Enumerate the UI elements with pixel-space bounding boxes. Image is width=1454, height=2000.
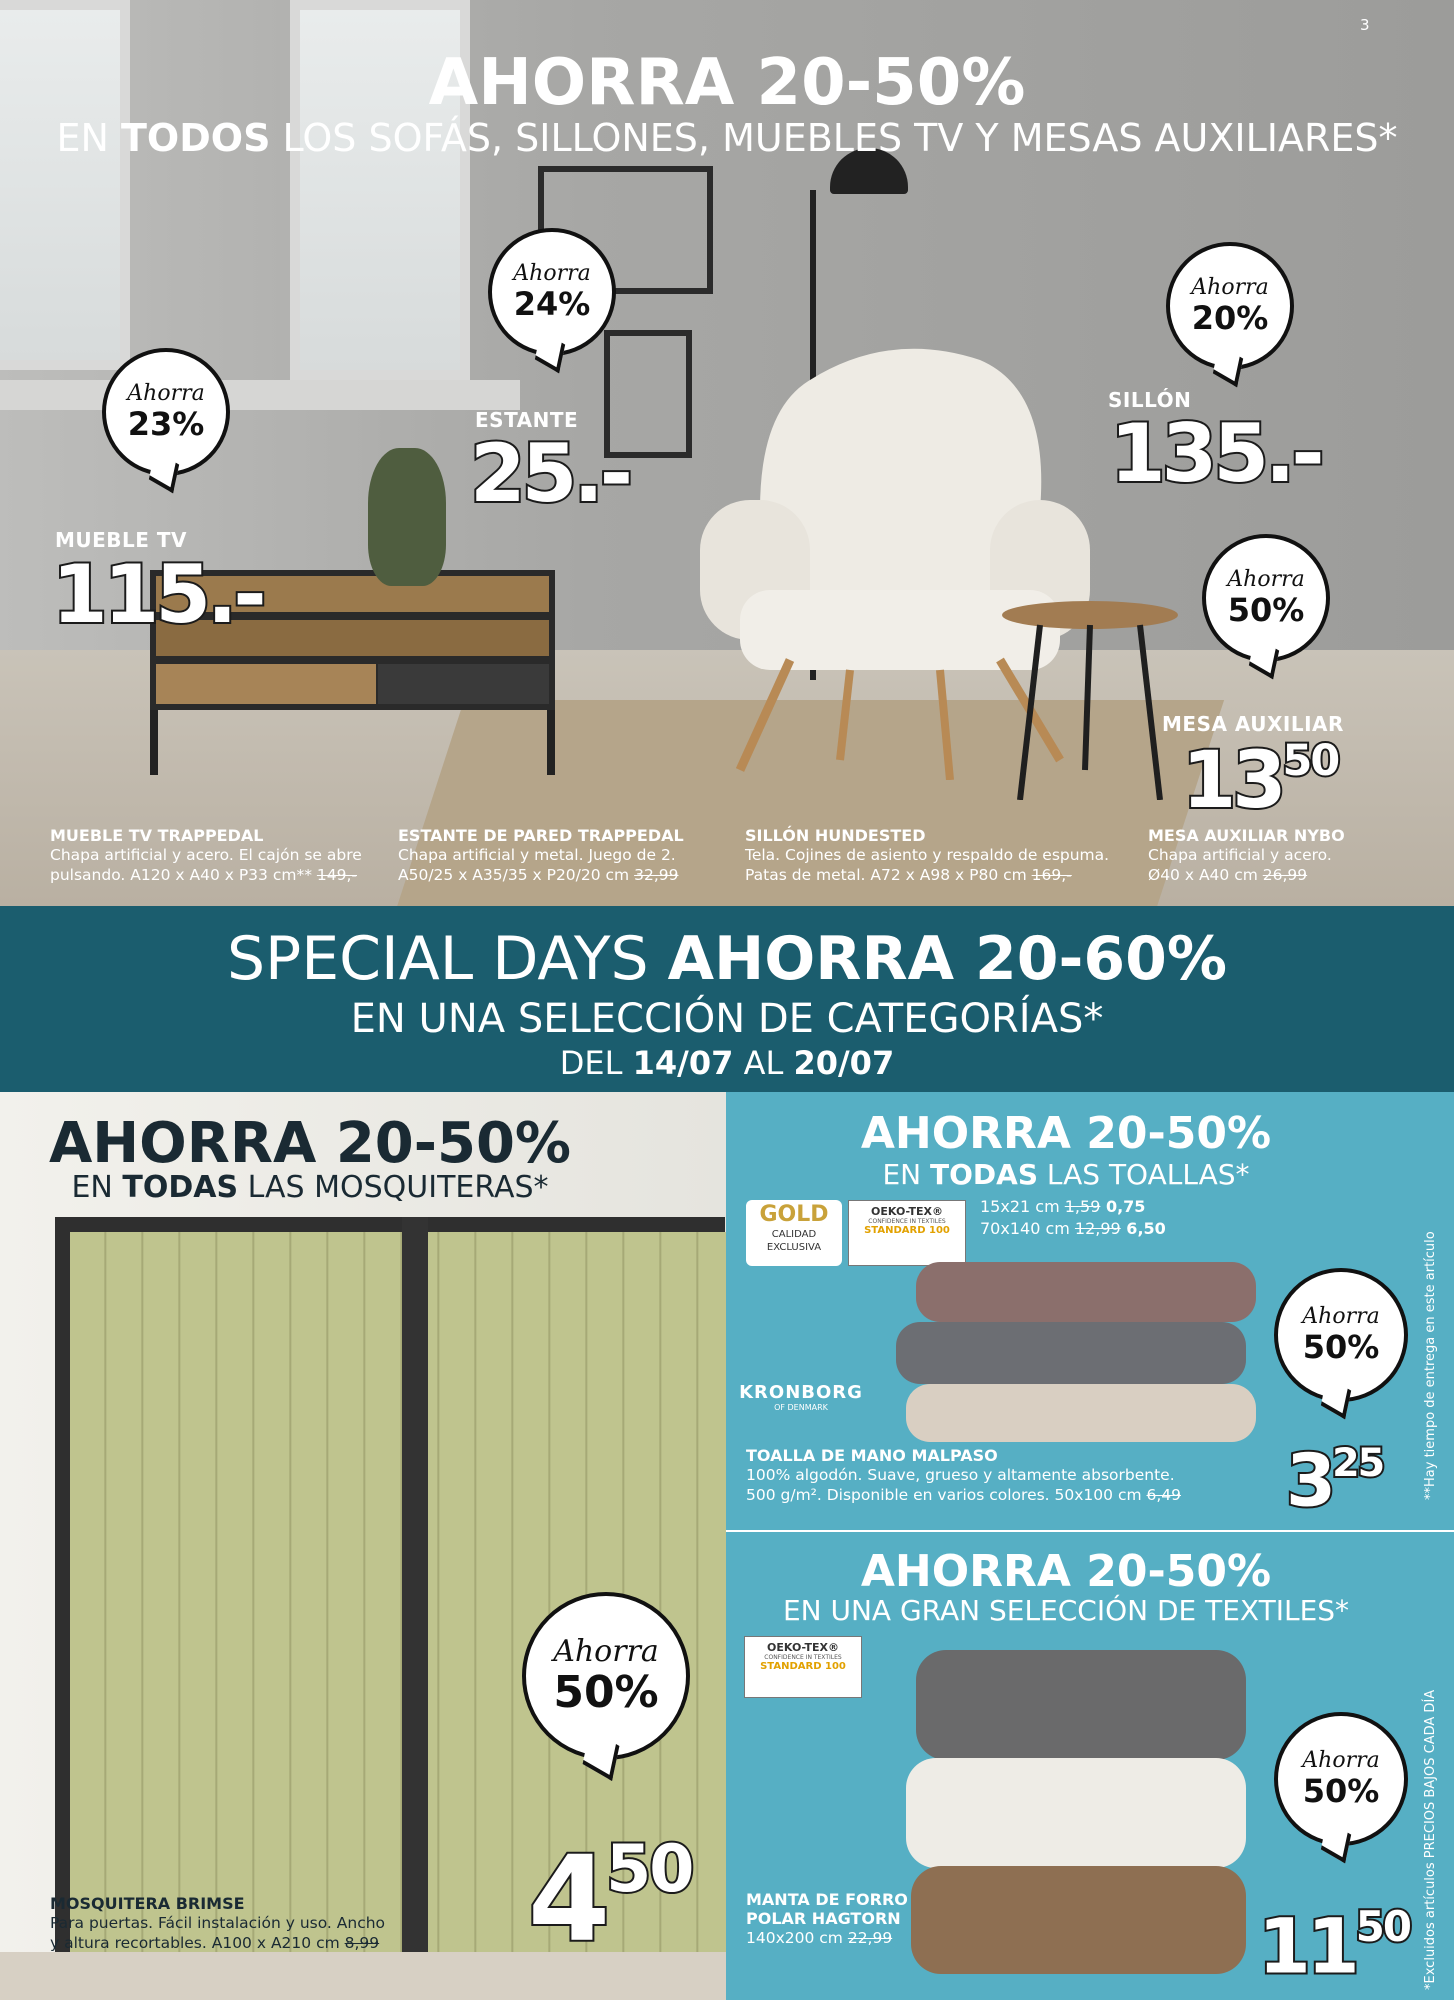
page-number: 3 xyxy=(1360,16,1370,34)
toallas-sizes xyxy=(980,1196,1166,1240)
price-dec: 50 xyxy=(1355,1902,1410,1951)
savings-word: Ahorra xyxy=(1302,1304,1380,1329)
window-sill xyxy=(0,380,520,410)
price-int: 3 xyxy=(1286,1438,1333,1523)
price-mesa-auxiliar xyxy=(1182,736,1339,827)
product-desc-line2 xyxy=(50,865,380,885)
side-note-excluded: *Excluidos artículos PRECIOS BAJOS CADA DÍA xyxy=(1423,1689,1438,1990)
price-mosquitera xyxy=(528,1829,693,1968)
size-row-2 xyxy=(980,1218,1166,1240)
price-int: 4 xyxy=(528,1829,607,1968)
hero-subtitle xyxy=(0,115,1454,161)
product-desc-line1: Chapa artificial y metal. Juego de 2. xyxy=(398,846,676,864)
kronborg-logo xyxy=(736,1382,866,1412)
product-desc-line2 xyxy=(398,865,728,885)
product-name-line1: MANTA DE FORRO xyxy=(746,1890,908,1909)
sub-post: LAS MOSQUITERAS* xyxy=(238,1170,549,1205)
product-label-mueble-tv: MUEBLE TV xyxy=(55,528,188,552)
hero-subtitle-pre: EN xyxy=(56,116,122,160)
special-days-banner xyxy=(0,906,1454,1092)
date-from: 14/07 xyxy=(632,1044,734,1082)
product-name: ESTANTE DE PARED TRAPPEDAL xyxy=(398,826,684,845)
size-label: 70x140 cm xyxy=(980,1219,1075,1238)
side-note-delivery: **Hay tiempo de entrega en este artículo xyxy=(1423,1231,1438,1500)
old-price: 6,49 xyxy=(1146,1486,1182,1504)
gold-text: GOLD xyxy=(759,1202,829,1227)
hero-subtitle-bold: TODOS xyxy=(121,116,271,160)
product-name: MUEBLE TV TRAPPEDAL xyxy=(50,826,264,845)
savings-pct: 20% xyxy=(1191,299,1269,337)
hero-title: AHORRA 20-50% xyxy=(428,46,1026,120)
toallas-title: AHORRA 20-50% xyxy=(860,1108,1272,1159)
size-old-price: 12,99 xyxy=(1074,1219,1121,1238)
product-desc-mueble-tv xyxy=(50,826,380,885)
oeko-tex-label xyxy=(744,1636,862,1698)
sub-pre: EN xyxy=(882,1158,930,1191)
blankets-image xyxy=(906,1640,1256,1980)
savings-word: Ahorra xyxy=(513,261,591,286)
desc2-text: 500 g/m². Disponible en varios colores. 50x100 cm xyxy=(746,1486,1147,1504)
gold-quality-badge xyxy=(746,1200,842,1266)
banner-subline: EN UNA SELECCIÓN DE CATEGORÍAS* xyxy=(350,996,1104,1042)
side-table-image xyxy=(1000,600,1180,800)
size-label: 15x21 cm xyxy=(980,1197,1065,1216)
product-desc-line2 xyxy=(50,1933,430,1953)
savings-pct: 50% xyxy=(1302,1328,1380,1366)
product-desc-line1: Chapa artificial y acero. xyxy=(1148,846,1332,864)
product-desc-line1: Chapa artificial y acero. El cajón se abre xyxy=(50,846,362,864)
oeko-std: STANDARD 100 xyxy=(864,1225,950,1236)
savings-word: Ahorra xyxy=(1227,567,1305,592)
glass-vase xyxy=(368,448,446,586)
old-price: 149,- xyxy=(316,866,357,884)
desc2-text: pulsando. A120 x A40 x P33 cm** xyxy=(50,866,317,884)
savings-pct: 24% xyxy=(513,285,591,323)
price-mueble-tv: 115.- xyxy=(52,548,263,641)
oeko-sub: CONFIDENCE IN TEXTILES xyxy=(764,1654,842,1661)
desc2-text: Patas de metal. A72 x A98 x P80 cm xyxy=(745,866,1032,884)
oeko-title: OEKO-TEX® xyxy=(767,1641,839,1654)
savings-bubble-mesa-auxiliar xyxy=(1202,534,1330,662)
product-desc-line xyxy=(746,1928,946,1948)
toallas-panel xyxy=(726,1092,1454,1532)
dates-pre: DEL xyxy=(559,1044,633,1082)
banner-headline-bold: AHORRA 20-60% xyxy=(667,924,1228,994)
product-name: TOALLA DE MANO MALPASO xyxy=(746,1446,998,1465)
toallas-subtitle xyxy=(726,1158,1406,1192)
dates-mid: AL xyxy=(733,1044,794,1082)
size-row-1 xyxy=(980,1196,1166,1218)
savings-bubble-toallas xyxy=(1274,1268,1408,1402)
price-sillon: 135.- xyxy=(1110,407,1321,500)
floor xyxy=(0,1952,726,2000)
product-label-sillon: SILLÓN xyxy=(1108,388,1192,412)
textiles-panel xyxy=(726,1532,1454,2000)
savings-word: Ahorra xyxy=(1191,275,1269,300)
old-price: 22,99 xyxy=(847,1929,893,1947)
price-toallas xyxy=(1286,1438,1384,1523)
brand-sub: OF DENMARK xyxy=(774,1403,828,1412)
hero-section xyxy=(0,0,1454,906)
mosquitera-subtitle xyxy=(0,1170,620,1206)
savings-bubble-textiles xyxy=(1274,1712,1408,1846)
desc2-text: A50/25 x A35/35 x P20/20 cm xyxy=(398,866,635,884)
hero-subtitle-post: LOS SOFÁS, SILLONES, MUEBLES TV Y MESAS AUXILIARES* xyxy=(270,116,1398,160)
product-name: SILLÓN HUNDESTED xyxy=(745,826,926,845)
sub-pre: EN xyxy=(71,1170,123,1205)
magnet-strip xyxy=(402,1217,428,1987)
price-dec: 25 xyxy=(1332,1440,1384,1486)
oeko-std: STANDARD 100 xyxy=(760,1661,846,1672)
sub-bold: TODAS xyxy=(122,1170,239,1205)
product-desc-toallas xyxy=(746,1446,1266,1505)
product-desc-estante xyxy=(398,826,728,885)
savings-bubble-mosquitera xyxy=(522,1592,690,1760)
product-desc-line1: Para puertas. Fácil instalación y uso. Ancho xyxy=(50,1914,386,1932)
banner-headline xyxy=(0,924,1454,994)
old-price: 169,- xyxy=(1031,866,1072,884)
savings-word: Ahorra xyxy=(553,1634,659,1669)
mosquitera-panel xyxy=(0,1092,726,2000)
product-desc-mesa-auxiliar xyxy=(1148,826,1448,885)
price-dec: 50 xyxy=(1282,736,1339,786)
desc2-text: y altura recortables. A100 x A210 cm xyxy=(50,1934,345,1952)
product-label-estante: ESTANTE xyxy=(475,408,579,432)
product-desc-line2 xyxy=(746,1485,1266,1505)
old-price: 8,99 xyxy=(344,1934,380,1952)
savings-bubble-estante xyxy=(488,228,616,356)
savings-bubble-sillon xyxy=(1166,242,1294,370)
product-name: MESA AUXILIAR NYBO xyxy=(1148,826,1345,845)
oeko-title: OEKO-TEX® xyxy=(871,1205,943,1218)
gold-sub2: EXCLUSIVA xyxy=(766,1242,822,1253)
product-desc-mosquitera xyxy=(50,1894,430,1953)
size-old-price: 1,59 xyxy=(1064,1197,1101,1216)
product-desc-line2 xyxy=(745,865,1145,885)
brand-name: KRONBORG xyxy=(739,1382,863,1403)
sub-bold: TODAS xyxy=(930,1158,1038,1191)
sub-post: LAS TOALLAS* xyxy=(1037,1158,1250,1191)
savings-word: Ahorra xyxy=(127,381,205,406)
product-name: MOSQUITERA BRIMSE xyxy=(50,1894,245,1913)
banner-headline-light: SPECIAL DAYS xyxy=(226,924,668,994)
old-price: 32,99 xyxy=(634,866,679,884)
savings-pct: 23% xyxy=(127,405,205,443)
price-int: 13 xyxy=(1182,736,1283,827)
price-dec: 50 xyxy=(606,1832,693,1907)
price-int: 11 xyxy=(1258,1901,1356,1991)
savings-word: Ahorra xyxy=(1302,1748,1380,1773)
old-price: 26,99 xyxy=(1262,866,1308,884)
product-desc-sillon xyxy=(745,826,1145,885)
gold-sub1: CALIDAD xyxy=(771,1229,817,1240)
product-name-line2: POLAR HAGTORN xyxy=(746,1909,901,1928)
textiles-title: AHORRA 20-50% xyxy=(860,1546,1272,1597)
price-textiles xyxy=(1258,1901,1410,1991)
savings-pct: 50% xyxy=(1227,591,1305,629)
size-new-price: 6,50 xyxy=(1120,1219,1166,1238)
towels-image xyxy=(876,1252,1266,1452)
savings-pct: 50% xyxy=(1302,1772,1380,1810)
product-desc-line1: Tela. Cojines de asiento y respaldo de espuma. xyxy=(745,846,1110,864)
banner-dates xyxy=(0,1044,1454,1082)
product-desc-line2 xyxy=(1148,865,1448,885)
product-desc-line1: 100% algodón. Suave, grueso y altamente absorbente. xyxy=(746,1466,1175,1484)
oeko-sub: CONFIDENCE IN TEXTILES xyxy=(868,1218,946,1225)
price-estante: 25.- xyxy=(470,427,629,520)
desc2-text: Ø40 x A40 cm xyxy=(1148,866,1263,884)
date-to: 20/07 xyxy=(793,1044,895,1082)
size-new-price: 0,75 xyxy=(1100,1197,1146,1216)
textiles-subtitle: EN UNA GRAN SELECCIÓN DE TEXTILES* xyxy=(782,1594,1350,1627)
product-label-mesa-auxiliar: MESA AUXILIAR xyxy=(1162,712,1344,736)
savings-bubble-mueble-tv xyxy=(102,348,230,476)
desc-text: 140x200 cm xyxy=(746,1929,848,1947)
product-desc-textiles xyxy=(746,1890,946,1948)
mosquitera-title: AHORRA 20-50% xyxy=(48,1111,572,1176)
savings-pct: 50% xyxy=(553,1667,659,1718)
